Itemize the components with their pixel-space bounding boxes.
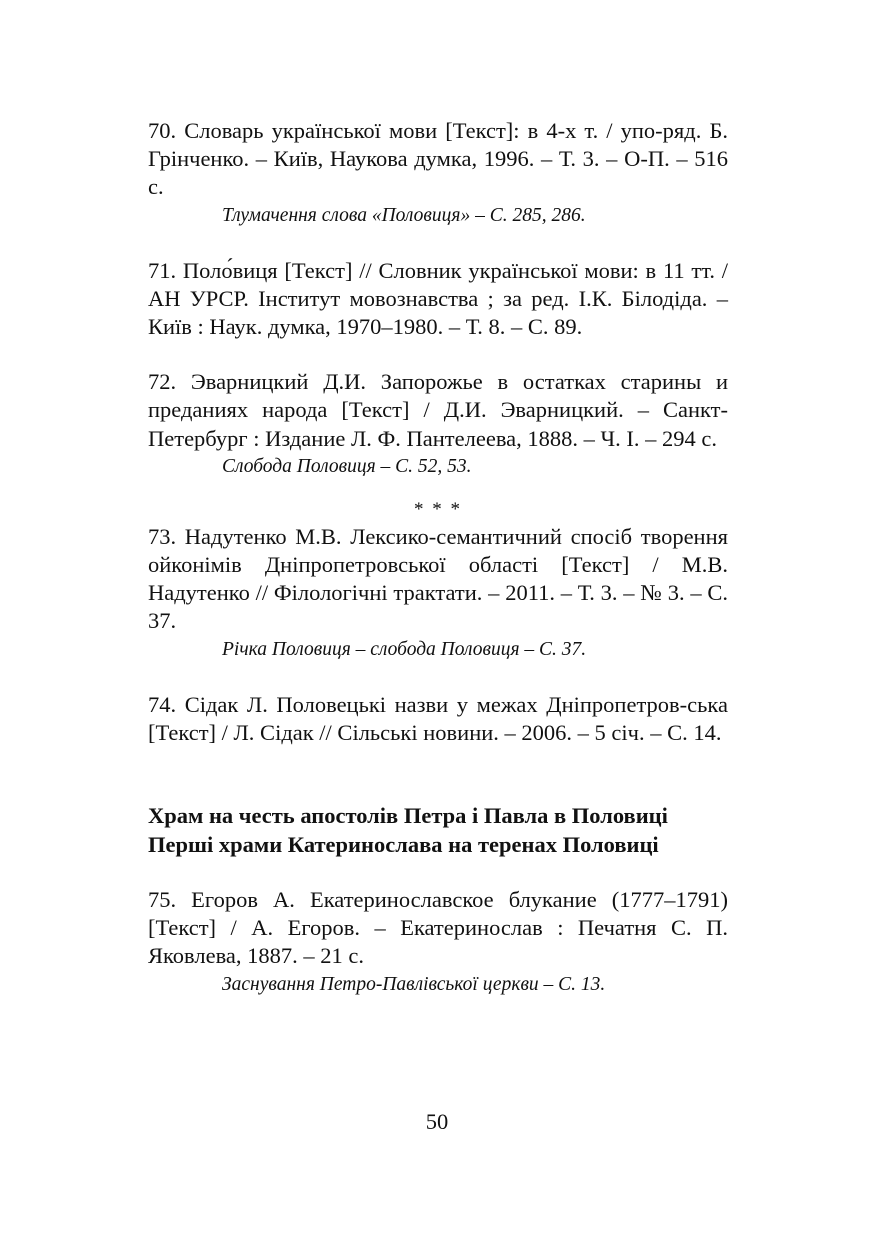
bibliography-entry-71 [148, 257, 728, 342]
entry-text: 74. Сідак Л. Половецькі назви у межах Дніпропетров-ська [Текст] / Л. Сідак // Сільські новини. – 2006. – 5 січ. – С. 14. [148, 691, 728, 745]
bibliography-entry-75 [148, 886, 728, 999]
section-separator: * * * [414, 498, 462, 520]
entry-text: 70. Словарь української мови [Текст]: в 4-х т. / упо-ряд. Б. Грінченко. – Київ, Наукова думка, 1996. – Т. 3. – О-П. – 516 с. [148, 118, 728, 200]
entry-note: Слобода Половиця – С. 52, 53. [222, 455, 472, 477]
bibliography-entry-70 [148, 117, 728, 230]
bibliography-entry-74 [148, 691, 728, 747]
entry-note: Тлумачення слова «Половиця» – С. 285, 286. [222, 204, 586, 226]
entry-text: 75. Егоров А. Екатеринославское блукание (1777–1791) [Текст] / А. Егоров. – Екатеринослав : Печатня С. П. Яковлева, 1887. – 21 с. [148, 887, 728, 969]
entry-note: Річка Половиця – слобода Половиця – С. 37. [222, 638, 587, 660]
page-number: 50 [425, 1109, 449, 1134]
section-heading [148, 802, 728, 859]
section-heading-line-2: Перші храми Катеринослава на теренах Половиці [148, 831, 659, 857]
bibliography-entry-72 [148, 368, 728, 481]
entry-note: Заснування Петро-Павлівської церкви – С. 13. [222, 973, 606, 995]
bibliography-entry-73 [148, 523, 728, 664]
section-heading-line-1: Храм на честь апостолів Петра і Павла в Половиці [148, 803, 668, 829]
page-content [148, 117, 728, 1026]
entry-text: 71. Поло́виця [Текст] // Словник української мови: в 11 тт. / АН УРСР. Інститут мовознавства ; за ред. І.К. Білодіда. – Київ : Наук. думка, 1970–1980. – Т. 8. – С. 89. [148, 257, 728, 340]
entry-text: 73. Надутенко М.В. Лексико-семантичний спосіб творення ойконімів Дніпропетровської області [Текст] / М.В. Надутенко // Філологічні трактати. – 2011. – Т. 3. – № 3. – С. 37. [148, 523, 728, 634]
entry-text: 72. Эварницкий Д.И. Запорожье в остатках старины и преданиях народа [Текст] / Д.И. Эварницкий. – Санкт-Петербург : Издание Л. Ф. Пантелеева, 1888. – Ч. I. – 294 с. [148, 369, 728, 451]
